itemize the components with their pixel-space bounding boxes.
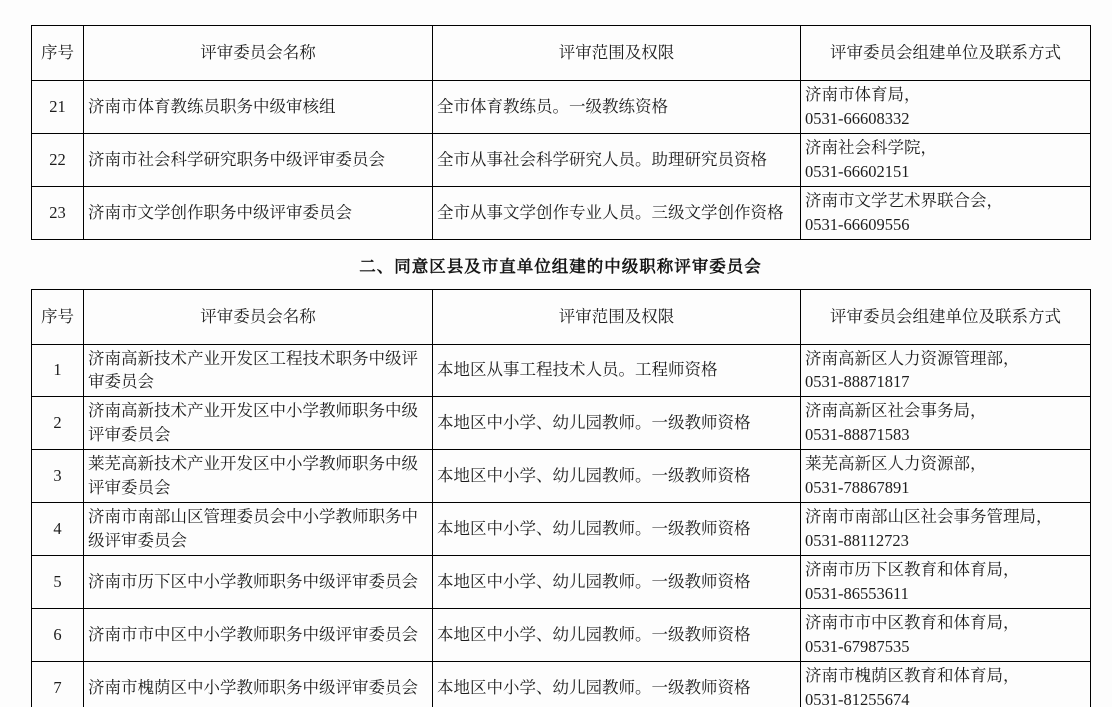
cell-no: 5: [32, 555, 84, 608]
table-row: [32, 661, 1091, 707]
header-committee-name: 评审委员会名称: [84, 289, 433, 344]
cell-scope: 本地区中小学、幼儿园教师。一级教师资格: [433, 450, 801, 503]
cell-committee-name: 济南高新技术产业开发区中小学教师职务中级评审委员会: [84, 397, 433, 450]
org-name: 济南社会科学院，: [805, 137, 937, 157]
cell-no: 2: [32, 397, 84, 450]
org-name: 济南高新区人力资源管理部，: [805, 348, 1020, 368]
org-phone: 0531-88871583: [805, 425, 910, 445]
cell-no: 6: [32, 608, 84, 661]
header-org-contact: 评审委员会组建单位及联系方式: [801, 26, 1091, 81]
cell-committee-name: 济南市历下区中小学教师职务中级评审委员会: [84, 555, 433, 608]
cell-scope: 本地区从事工程技术人员。工程师资格: [433, 344, 801, 397]
cell-scope: 本地区中小学、幼儿园教师。一级教师资格: [433, 397, 801, 450]
cell-scope: 全市从事社会科学研究人员。助理研究员资格: [433, 133, 801, 186]
org-phone: 0531-67987535: [805, 636, 910, 656]
cell-org-contact: [801, 186, 1091, 239]
table-row: [32, 344, 1091, 397]
table-row: [32, 608, 1091, 661]
org-name: 济南市市中区教育和体育局，: [805, 612, 1020, 632]
committee-table-upper: [31, 25, 1091, 240]
org-name: 济南市槐荫区教育和体育局，: [805, 665, 1020, 685]
cell-org-contact: [801, 555, 1091, 608]
cell-org-contact: [801, 450, 1091, 503]
table-row: [32, 133, 1091, 186]
cell-committee-name: 济南市槐荫区中小学教师职务中级评审委员会: [84, 661, 433, 707]
org-phone: 0531-88871817: [805, 372, 910, 392]
cell-scope: 全市从事文学创作专业人员。三级文学创作资格: [433, 186, 801, 239]
cell-org-contact: [801, 344, 1091, 397]
cell-committee-name: 济南市社会科学研究职务中级评审委员会: [84, 133, 433, 186]
cell-org-contact: [801, 608, 1091, 661]
cell-scope: 本地区中小学、幼儿园教师。一级教师资格: [433, 661, 801, 707]
header-committee-name: 评审委员会名称: [84, 26, 433, 81]
table-row: [32, 397, 1091, 450]
table-header-row: [32, 26, 1091, 81]
cell-org-contact: [801, 133, 1091, 186]
org-name: 济南市历下区教育和体育局，: [805, 559, 1020, 579]
cell-org-contact: [801, 397, 1091, 450]
cell-committee-name: 莱芜高新技术产业开发区中小学教师职务中级评审委员会: [84, 450, 433, 503]
cell-org-contact: [801, 81, 1091, 134]
cell-committee-name: 济南市文学创作职务中级评审委员会: [84, 186, 433, 239]
cell-committee-name: 济南高新技术产业开发区工程技术职务中级评审委员会: [84, 344, 433, 397]
cell-committee-name: 济南市体育教练员职务中级审核组: [84, 81, 433, 134]
cell-no: 3: [32, 450, 84, 503]
table-row: [32, 503, 1091, 556]
org-phone: 0531-66602151: [805, 161, 910, 181]
org-phone: 0531-81255674: [805, 689, 910, 707]
table-header-row: [32, 289, 1091, 344]
org-phone: 0531-66609556: [805, 214, 910, 234]
org-name: 莱芜高新区人力资源部，: [805, 454, 987, 474]
header-no: 序号: [32, 26, 84, 81]
table-row: [32, 81, 1091, 134]
cell-org-contact: [801, 661, 1091, 707]
org-name: 济南市文学艺术界联合会，: [805, 190, 1003, 210]
table-row: [32, 450, 1091, 503]
org-phone: 0531-78867891: [805, 478, 910, 498]
org-phone: 0531-86553611: [805, 583, 909, 603]
cell-scope: 全市体育教练员。一级教练资格: [433, 81, 801, 134]
header-no: 序号: [32, 289, 84, 344]
cell-no: 7: [32, 661, 84, 707]
org-name: 济南市体育局，: [805, 85, 921, 104]
cell-no: 22: [32, 133, 84, 186]
cell-org-contact: [801, 503, 1091, 556]
table-row: [32, 555, 1091, 608]
cell-no: 23: [32, 186, 84, 239]
committee-table-lower: [31, 289, 1091, 707]
cell-no: 1: [32, 344, 84, 397]
header-org-contact: 评审委员会组建单位及联系方式: [801, 289, 1091, 344]
cell-no: 21: [32, 81, 84, 134]
cell-committee-name: 济南市南部山区管理委员会中小学教师职务中级评审委员会: [84, 503, 433, 556]
header-scope: 评审范围及权限: [433, 26, 801, 81]
org-phone: 0531-88112723: [805, 530, 909, 550]
cell-scope: 本地区中小学、幼儿园教师。一级教师资格: [433, 555, 801, 608]
header-scope: 评审范围及权限: [433, 289, 801, 344]
cell-no: 4: [32, 503, 84, 556]
cell-scope: 本地区中小学、幼儿园教师。一级教师资格: [433, 503, 801, 556]
org-name: 济南高新区社会事务局，: [805, 401, 987, 421]
cell-committee-name: 济南市市中区中小学教师职务中级评审委员会: [84, 608, 433, 661]
org-name: 济南市南部山区社会事务管理局，: [805, 507, 1053, 527]
table-row: [32, 186, 1091, 239]
section-title: 二、同意区县及市直单位组建的中级职称评审委员会: [359, 256, 762, 276]
org-phone: 0531-66608332: [805, 108, 910, 128]
cell-scope: 本地区中小学、幼儿园教师。一级教师资格: [433, 608, 801, 661]
